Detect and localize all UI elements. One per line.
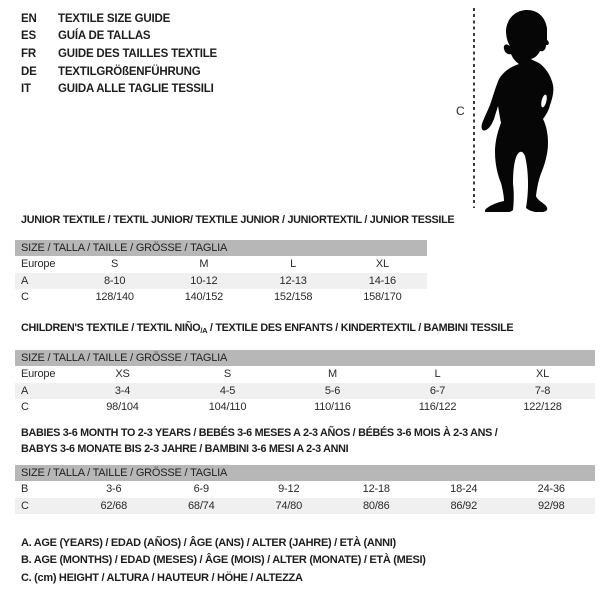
months-cell: 12-18	[362, 483, 390, 496]
age-cell: 12-13	[279, 274, 307, 287]
height-cell: 104/110	[208, 401, 247, 414]
height-cell: 68/74	[187, 499, 215, 512]
height-cell: 140/152	[184, 291, 224, 304]
age-cell: 6-7	[429, 384, 446, 397]
children-title-part2: / TEXTILE DES ENFANTS / KINDERTEXTIL / BAMBINI TESSILE	[207, 322, 514, 334]
size-cell: XL	[375, 258, 389, 271]
height-cell: 92/98	[537, 499, 565, 512]
table-row-europe	[15, 256, 427, 273]
lang-row-it	[21, 80, 217, 98]
age-cell: 5-6	[324, 384, 341, 397]
table-row-height	[15, 399, 595, 416]
table-row-months	[15, 481, 595, 498]
row-label: C	[21, 499, 29, 512]
table-row-height	[15, 289, 427, 306]
children-size-table	[15, 350, 595, 416]
age-cell: 3-4	[114, 384, 131, 397]
age-cell: 14-16	[368, 274, 396, 287]
height-measure-label: C	[456, 104, 465, 118]
table-row-europe	[15, 366, 595, 383]
junior-table-title: JUNIOR TEXTILE / TEXTIL JUNIOR/ TEXTILE JUNIOR / JUNIORTEXTIL / JUNIOR TESSILE	[21, 214, 455, 226]
months-cell: 6-9	[193, 483, 209, 496]
lang-row-en	[21, 10, 217, 28]
lang-row-fr	[21, 45, 217, 63]
lang-code: IT	[21, 83, 31, 96]
size-cell: XS	[115, 368, 130, 381]
age-cell: 10-12	[190, 274, 218, 287]
children-title-part1: CHILDREN'S TEXTILE / TEXTIL NIÑO	[21, 322, 201, 334]
height-cell: 128/140	[95, 291, 134, 304]
size-header-row: SIZE / TALLA / TAILLE / GRÖSSE / TAGLIA	[15, 350, 595, 366]
table-row-height	[15, 498, 595, 515]
size-cell: S	[223, 368, 232, 381]
lang-label: TEXTILE SIZE GUIDE	[58, 12, 171, 25]
baby-silhouette-icon	[480, 2, 592, 212]
height-cell: 158/170	[363, 291, 402, 304]
size-header-row: SIZE / TALLA / TAILLE / GRÖSSE / TAGLIA	[15, 240, 427, 256]
lang-row-es	[21, 28, 217, 46]
row-label: Europe	[21, 368, 56, 381]
height-cell: 152/158	[273, 291, 313, 304]
footnote-c: C. (cm) HEIGHT / ALTURA / HAUTEUR / HÖHE / ALTEZZA	[21, 571, 303, 584]
lang-code: ES	[21, 30, 36, 43]
lang-label: GUIDE DES TAILLES TEXTILE	[58, 47, 217, 60]
height-cell: 80/86	[362, 499, 390, 512]
footnote-a: A. AGE (YEARS) / EDAD (AÑOS) / ÂGE (ANS) / ALTER (JAHRE) / ETÀ (ANNI)	[21, 536, 396, 549]
lang-code: DE	[21, 65, 37, 78]
age-cell: 7-8	[534, 384, 551, 397]
size-cell: M	[328, 368, 337, 381]
footnote-b: B. AGE (MONTHS) / EDAD (MESES) / ÂGE (MOIS) / ALTER (MONATE) / ETÀ (MESI)	[21, 554, 426, 567]
size-cell: L	[290, 258, 297, 271]
lang-code: EN	[21, 12, 37, 25]
height-cell: 116/122	[418, 401, 457, 414]
size-header-row: SIZE / TALLA / TAILLE / GRÖSSE / TAGLIA	[15, 465, 595, 481]
months-cell: 3-6	[106, 483, 122, 496]
lang-label: TEXTILGRÖßENFÜHRUNG	[58, 65, 201, 78]
size-cell: L	[434, 368, 441, 381]
height-cell: 74/80	[275, 499, 303, 512]
language-title-list	[21, 10, 217, 98]
lang-label: GUÍA DE TALLAS	[58, 30, 151, 43]
row-label: A	[21, 274, 29, 287]
row-label: Europe	[21, 258, 56, 271]
lang-label: GUIDA ALLE TAGLIE TESSILI	[58, 83, 214, 96]
babies-table-title-line1: BABIES 3-6 MONTH TO 2-3 YEARS / BEBÉS 3-6 MESES A 2-3 AÑOS / BÉBÉS 3-6 MOIS À 2-3 ANS /	[21, 427, 498, 439]
size-cell: S	[111, 258, 119, 271]
age-cell: 4-5	[219, 384, 236, 397]
lang-code: FR	[21, 47, 36, 60]
row-label: B	[21, 483, 29, 496]
height-cell: 110/116	[314, 401, 351, 414]
babies-table-title-line2: BABYS 3-6 MONATE BIS 2-3 JAHRE / BAMBINI 3-6 MESI A 2-3 ANNI	[21, 443, 349, 455]
height-cell: 86/92	[450, 499, 478, 512]
months-cell: 18-24	[450, 483, 478, 496]
row-label: C	[21, 401, 29, 414]
children-table-title	[21, 322, 513, 335]
height-cell: 122/128	[523, 401, 562, 414]
size-cell: XL	[535, 368, 550, 381]
size-cell: M	[199, 258, 209, 271]
height-measure-dotted-line	[473, 8, 475, 208]
row-label: A	[21, 384, 29, 397]
height-cell: 98/104	[106, 401, 139, 414]
lang-row-de	[21, 63, 217, 81]
babies-size-table	[15, 465, 595, 514]
table-row-age	[15, 383, 595, 400]
age-cell: 8-10	[104, 274, 126, 287]
junior-size-table	[15, 240, 427, 306]
children-title-subscript: /A	[200, 326, 208, 335]
row-label: C	[21, 291, 29, 304]
height-cell: 62/68	[100, 499, 128, 512]
months-cell: 9-12	[278, 483, 300, 496]
table-row-age	[15, 273, 427, 290]
footnote-legend	[21, 534, 426, 587]
months-cell: 24-36	[537, 483, 565, 496]
